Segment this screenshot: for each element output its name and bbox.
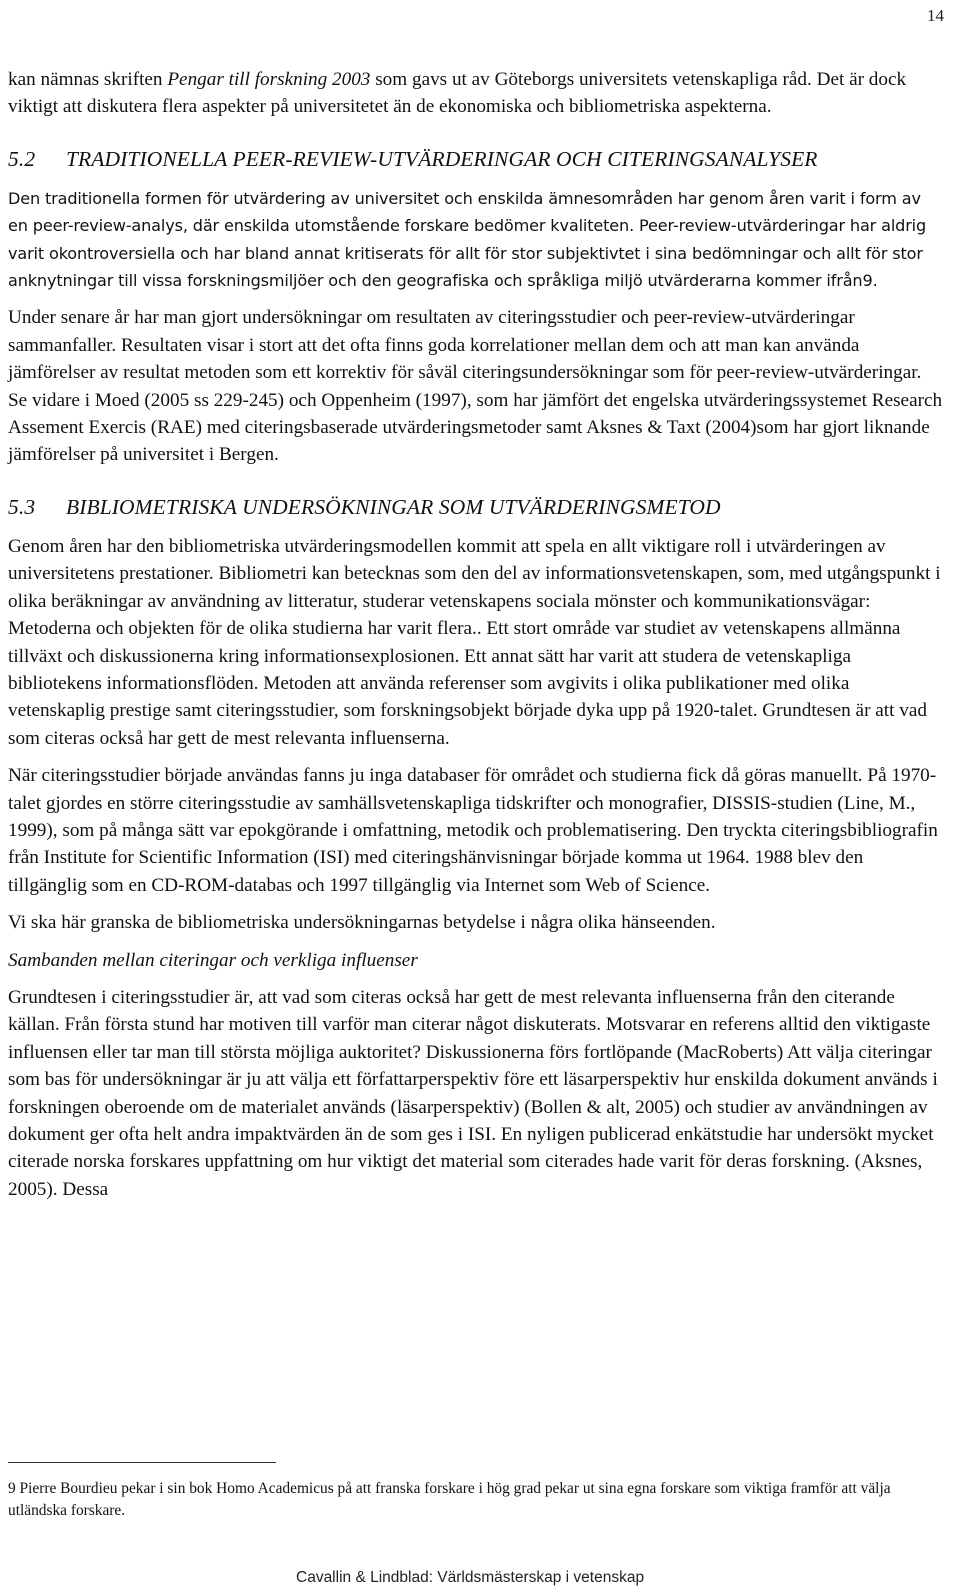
intro-text-end: som gavs ut av Göteborgs universitets vetenskapliga råd. Det är dock viktigt att diskutera flera aspekter på universitetet än de ekonomiska och bibliometriska aspekterna.: [8, 69, 907, 118]
document-body: [8, 66, 944, 1203]
section-5-2-paragraph-1-text: Den traditionella formen för utvärdering av universitet och enskilda ämnesområden har genom åren varit i form av en peer-review-analys, där enskilda utomstående forskare bedömer kvaliteten. Peer-review-utvärderingar har aldrig varit okontroversiella och har bland annat kritiserats för allt för stor subjektivtet i sina bedömningar och allt för stor anknytningar till vissa forskningsmiljöer och den geografiska och språkliga miljö utvärderarna kommer ifrån: [8, 188, 927, 291]
section-5-2-heading: [8, 145, 944, 173]
section-5-3-paragraph-4: Grundtesen i citeringsstudier är, att vad som citeras också har gett de mest relevanta influenserna från den citerande källan. Från första stund har motiven till varför man citerar något diskuterats. Motsvarar en referens alltid den viktigaste influensen eller tar man till största möjliga auktoritet? Diskussionerna förs fortlöpande (MacRoberts) Att välja citeringar som bas för undersökningar är ju att välja ett författarperspektiv före ett läsarperspektiv hur enskilda dokument används i forskningen oberoende om de materialet används (läsarperspektiv) (Bollen & alt, 2005) och studier av användningen av dokument ger ofta helt andra impaktvärden än de som ges i ISI. En nyligen publicerad enkätstudie har undersökt mycket citerade norska forskares uppfattning om hur viktigt det material som citerades hade varit för deras forskning. (Aksnes, 2005). Dessa: [8, 986, 938, 1200]
section-5-3-heading: [8, 493, 944, 521]
footnote-text: Pierre Bourdieu pekar i sin bok Homo Academicus på att franska forskare i hög grad pekar ut sina egna forskare som viktiga framför att välja utländska forskare.: [8, 1480, 891, 1519]
section-5-2-title: TRADITIONELLA PEER-REVIEW-UTVÄRDERINGAR OCH CITERINGSANALYSER: [66, 146, 818, 171]
subheading-sambanden: Sambanden mellan citeringar och verkliga influenser: [8, 949, 418, 971]
intro-book-title: Pengar till forskning 2003: [167, 69, 371, 90]
page-footer: Cavallin & Lindblad: Världsmästerskap i vetenskap: [296, 1569, 645, 1586]
footnote-divider: [8, 1462, 276, 1463]
footnote-number: 9: [8, 1480, 16, 1497]
page-number: 14: [927, 6, 944, 25]
section-5-2-paragraph-2: Under senare år har man gjort undersökningar om resultaten av citeringsstudier och peer-review-utvärderingar sammanfaller. Resultaten visar i stort att det ofta finns goda korrelationer mellan dem och att man kan använda jämförelser av resultat metoden som ett korrektiv för såväl citeringsundersökningar som för peer-review-utvärderingar. Se vidare i Moed (2005 ss 229-245) och Oppenheim (1997), som har jämfört det engelska utvärderingssystemet Research Assement Exercis (RAE) med citeringsbaserade utvärderingsmetoder samt Aksnes & Taxt (2004)som har gjort liknande jämförelser på universitet i Bergen.: [8, 307, 943, 466]
section-5-3-paragraph-3: Vi ska här granska de bibliometriska undersökningarnas betydelse i några olika hänseenden.: [8, 912, 716, 934]
intro-paragraph: [8, 66, 944, 121]
section-5-3-paragraph-2: När citeringsstudier började användas fanns ju inga databaser för området och studierna fick då göras manuellt. På 1970-talet gjordes en större citeringsstudie av samhällsvetenskapliga tidskrifter och monografier, DISSIS-studien (Line, M., 1999), som på många sätt var epokgörande i omfattning, metodik och problematisering. Den tryckta citeringsbibliografin från Institute for Scientific Information (ISI) med citeringshänvisningar började komma ut 1964. 1988 blev den tillgänglig som en CD-ROM-databas och 1997 tillgänglig via Internet som Web of Science.: [8, 765, 938, 896]
section-5-3-number: 5.3: [8, 494, 36, 519]
section-5-3-paragraph-1: Genom åren har den bibliometriska utvärderingsmodellen kommit att spela en allt viktigare roll i utvärderingen av universitetens prestationer. Bibliometri kan betecknas som den del av informationsvetenskapen, som, med utgångspunkt i olika beräkningar av användning av litteratur, studerar vetenskapens sociala mönster och kommunikationsvägar: Metoderna och objekten för de olika studierna har varit flera.. Ett stort område var studiet av vetenskapens allmänna tillväxt och diskussionerna kring informationsexplosionen. Ett annat sätt har varit att studera de vetenskapliga bibliotekens informationsflöden. Metoden att använda referenser som avgivits i olika publikationer med olika vetenskaplig prestige samt citeringsstudier, som forskningsobjekt började dyka upp på 1920-talet. Grundtesen är att vad som citeras också har gett de mest relevanta influenserna.: [8, 535, 941, 749]
section-5-2-paragraph-1: Den traditionella formen för utvärdering av universitet och enskilda ämnesområden har genom åren varit i form av en peer-review-analys, där enskilda utomstående forskare bedömer kvaliteten. Peer-review-utvärderingar har aldrig varit okontroversiella och har bland annat kritiserats för allt för stor subjektivtet i sina bedömningar och allt för stor anknytningar till vissa forskningsmiljöer och den geografiska och språkliga miljö utvärderarna kommer ifrån9.: [8, 188, 927, 291]
footnote-reference[interactable]: 9: [862, 271, 873, 291]
footnote: [8, 1478, 938, 1521]
section-5-3-title: BIBLIOMETRISKA UNDERSÖKNINGAR SOM UTVÄRDERINGSMETOD: [66, 494, 721, 519]
section-5-2-number: 5.2: [8, 146, 36, 171]
intro-text-start: kan nämnas skriften: [8, 69, 168, 90]
